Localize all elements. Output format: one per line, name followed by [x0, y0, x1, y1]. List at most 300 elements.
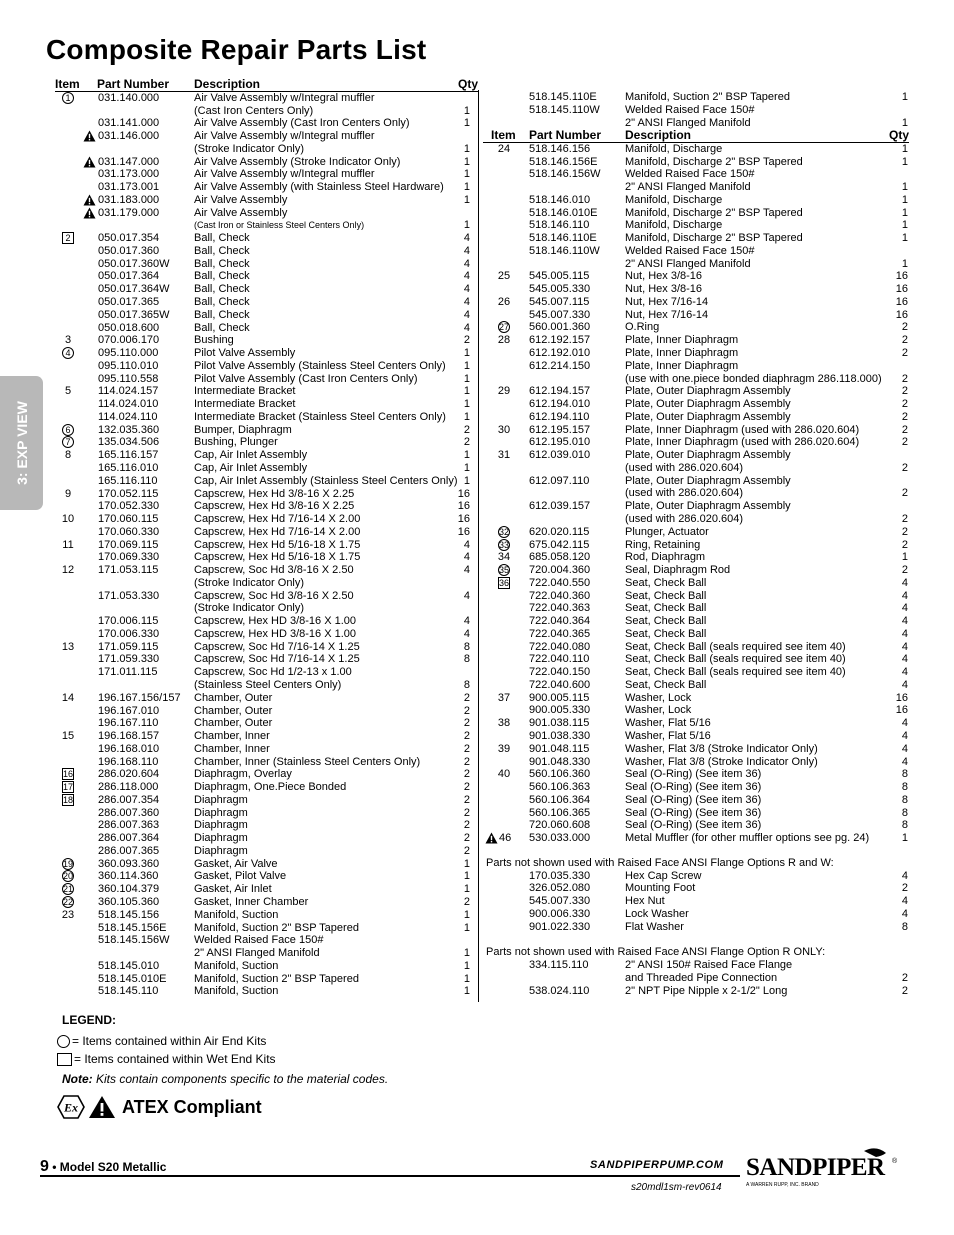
- table-row: [55, 973, 478, 986]
- item-number: 38: [497, 717, 511, 730]
- part-number: 031.179.000: [98, 206, 160, 219]
- item-number: 14: [61, 691, 75, 704]
- table-row: [483, 360, 909, 373]
- part-qty: 1: [901, 219, 908, 232]
- part-description: and Threaded Pipe Connection: [625, 971, 778, 984]
- part-description: Cap, Air Inlet Assembly: [194, 461, 308, 474]
- part-qty: 2: [901, 372, 908, 385]
- table-row: [55, 219, 478, 232]
- item-number-badge: 22: [63, 897, 74, 907]
- table-row: [55, 117, 478, 130]
- part-qty: 4: [901, 907, 908, 920]
- table-row: [483, 373, 909, 386]
- part-description: Nut, Hex 3/8-16: [625, 283, 703, 296]
- part-number: 095.110.000: [98, 347, 159, 360]
- part-number: 612.192.010: [529, 347, 591, 360]
- part-description: Metal Muffler (for other muffler options see pg. 24): [625, 832, 870, 845]
- part-number: 612.194.157: [529, 385, 591, 398]
- part-qty: 8: [463, 653, 470, 666]
- table-row: [483, 321, 909, 334]
- part-number: 560.106.364: [529, 793, 591, 806]
- item-number: 30: [497, 423, 511, 436]
- item-number: 34: [497, 551, 511, 564]
- part-description: Manifold, Suction 2" BSP Tapered: [194, 972, 359, 985]
- part-description: Air Valve Assembly: [194, 193, 288, 206]
- table-row: [55, 360, 478, 373]
- part-number: 170.069.330: [98, 551, 160, 564]
- table-row: [483, 104, 909, 117]
- part-description: Ball, Check: [194, 244, 250, 257]
- part-description: Capscrew, Hex HD 3/8-16 X 1.00: [194, 615, 357, 628]
- part-qty: 1: [901, 257, 908, 270]
- part-number: 612.039.010: [529, 449, 591, 462]
- part-qty: 16: [895, 691, 908, 704]
- part-qty: 4: [901, 869, 908, 882]
- warning-icon: [83, 194, 96, 206]
- table-row: [55, 590, 478, 603]
- item-number-badge: 16: [63, 769, 74, 780]
- legend-air-end: [57, 1034, 266, 1048]
- part-number: 170.060.330: [98, 525, 160, 538]
- item-number: 39: [497, 742, 511, 755]
- item-number: 8: [64, 449, 72, 462]
- table-row: [483, 436, 909, 449]
- table-row: [55, 947, 478, 960]
- part-qty: 8: [463, 678, 470, 691]
- table-row: [483, 449, 909, 462]
- part-number: 165.116.110: [98, 474, 158, 487]
- part-description: Pilot Valve Assembly: [194, 347, 296, 360]
- item-number-badge: 1: [62, 92, 74, 104]
- part-number: 722.040.364: [529, 615, 591, 628]
- part-number: 901.022.330: [529, 920, 591, 933]
- part-description: O.Ring: [625, 321, 660, 334]
- part-qty: 8: [901, 781, 908, 794]
- table-row: [483, 526, 909, 539]
- table-row: [55, 258, 478, 271]
- table-row: [483, 908, 909, 921]
- part-number: 722.040.150: [529, 666, 591, 679]
- legend-air-text: = Items contained within Air End Kits: [72, 1034, 267, 1048]
- legend-wet-text: = Items contained within Wet End Kits: [74, 1052, 276, 1066]
- part-number: 196.168.110: [98, 755, 159, 768]
- table-row: [483, 424, 909, 437]
- part-qty: 1: [463, 219, 470, 232]
- part-description: Plate, Outer Diaphragm Assembly: [625, 474, 791, 487]
- part-qty: 2: [463, 704, 470, 717]
- part-description: Welded Raised Face 150#: [625, 103, 755, 116]
- item-number-badge: 20: [63, 871, 74, 882]
- table-row: [55, 896, 478, 909]
- part-number: 031.140.000: [98, 91, 160, 104]
- part-qty: 16: [895, 270, 908, 283]
- part-number: 722.040.360: [529, 589, 591, 602]
- part-qty: 16: [457, 487, 470, 500]
- part-qty: 4: [463, 296, 470, 309]
- section-tab-label: 3: EXP VIEW: [13, 401, 30, 485]
- part-number: 560.106.363: [529, 781, 591, 794]
- part-qty: 2: [901, 984, 908, 997]
- table-row: [55, 296, 478, 309]
- part-description: Chamber, Outer: [194, 704, 273, 717]
- table-header: [55, 78, 478, 92]
- part-qty: 1: [463, 398, 470, 411]
- table-row: [55, 194, 478, 207]
- part-description: Capscrew, Hex Hd 7/16-14 X 2.00: [194, 513, 361, 526]
- header-description: Description: [625, 128, 692, 142]
- table-row: [55, 845, 478, 858]
- part-number: 050.017.365: [98, 296, 160, 309]
- part-number: 171.053.115: [98, 564, 159, 577]
- part-number: 095.110.010: [98, 359, 159, 372]
- part-description: Plate, Outer Diaphragm Assembly: [625, 410, 791, 423]
- part-number: 900.005.115: [529, 691, 590, 704]
- part-number: 286.020.604: [98, 768, 160, 781]
- part-qty: 4: [463, 232, 470, 245]
- part-qty: 4: [463, 615, 470, 628]
- table-row: [483, 679, 909, 692]
- part-number: 901.048.330: [529, 755, 591, 768]
- table-row: [483, 717, 909, 730]
- logo-wordmark: SANDPIPER: [746, 1154, 885, 1181]
- sandpiper-logo: [746, 1145, 902, 1191]
- part-qty: 4: [901, 895, 908, 908]
- table-row: [483, 475, 909, 488]
- table-row: [483, 959, 909, 972]
- part-qty: 4: [901, 640, 908, 653]
- part-description: Cap, Air Inlet Assembly (Stainless Steel Centers Only): [194, 474, 458, 487]
- table-row: [483, 730, 909, 743]
- table-row: [55, 334, 478, 347]
- table-row: [55, 462, 478, 475]
- part-description: Lock Washer: [625, 907, 689, 920]
- part-description: Manifold, Discharge 2" BSP Tapered: [625, 206, 803, 219]
- part-description: Washer, Lock: [625, 704, 692, 717]
- table-row: [483, 653, 909, 666]
- part-number: 360.114.360: [98, 870, 159, 883]
- part-description: (Stainless Steel Centers Only): [194, 678, 342, 691]
- table-row: [483, 985, 909, 998]
- part-number: 545.005.330: [529, 283, 591, 296]
- table-row: [483, 270, 909, 283]
- table-row: [483, 181, 909, 194]
- table-row: [483, 564, 909, 577]
- square-icon: [57, 1053, 72, 1066]
- part-description: 2" ANSI Flanged Manifold: [625, 181, 751, 194]
- table-row: [483, 91, 909, 104]
- part-qty: 2: [901, 410, 908, 423]
- table-row: [483, 232, 909, 245]
- part-description: Washer, Lock: [625, 691, 692, 704]
- item-number-badge: 19: [63, 858, 74, 869]
- item-number: 9: [64, 487, 72, 500]
- part-description: Ball, Check: [194, 257, 250, 270]
- part-number: 722.040.550: [529, 576, 591, 589]
- part-number: 170.069.115: [98, 538, 159, 551]
- part-number: 612.194.010: [529, 398, 591, 411]
- table-row: [483, 756, 909, 769]
- part-description: Chamber, Outer: [194, 691, 273, 704]
- section-tab[interactable]: [0, 376, 43, 510]
- table-row: [483, 411, 909, 424]
- part-qty: 2: [463, 781, 470, 794]
- part-description: Nut, Hex 7/16-14: [625, 295, 709, 308]
- item-number: 37: [497, 691, 511, 704]
- table-row: [55, 628, 478, 641]
- item-number-badge: 4: [62, 347, 74, 359]
- part-number: 286.007.354: [98, 793, 160, 806]
- part-number: 518.146.110E: [529, 232, 597, 245]
- item-number: 10: [61, 513, 75, 526]
- table-row: [55, 730, 478, 743]
- table-row: [483, 219, 909, 232]
- part-qty: 2: [463, 334, 470, 347]
- ex-hexagon-icon: [57, 1095, 85, 1119]
- table-row: [483, 972, 909, 985]
- part-description: Plunger, Actuator: [625, 525, 709, 538]
- part-description: Plate, Inner Diaphragm (used with 286.020.604): [625, 436, 860, 449]
- part-qty: 2: [901, 512, 908, 525]
- warning-icon: [485, 832, 498, 844]
- svg-text:Ex: Ex: [63, 1100, 79, 1115]
- part-description: Bushing: [194, 334, 234, 347]
- logo-registered: ®: [892, 1158, 898, 1165]
- table-row: [483, 832, 909, 845]
- warning-icon: [83, 207, 96, 219]
- website-link[interactable]: SANDPIPERPUMP.COM: [590, 1159, 724, 1171]
- part-number: 901.048.115: [529, 742, 590, 755]
- item-number-badge: 18: [63, 794, 74, 805]
- table-row: [483, 513, 909, 526]
- part-number: 286.118.000: [98, 781, 159, 794]
- part-qty: 1: [463, 385, 470, 398]
- part-number: 518.145.156: [98, 908, 160, 921]
- item-number: 24: [497, 142, 511, 155]
- part-qty: 16: [895, 295, 908, 308]
- table-row: [483, 385, 909, 398]
- part-description: Mounting Foot: [625, 882, 696, 895]
- part-qty: 1: [463, 883, 470, 896]
- part-description: Seat, Check Ball (seals required see item 40): [625, 640, 846, 653]
- part-description: Welded Raised Face 150#: [194, 934, 324, 947]
- logo-tagline: A WARREN RUPP, INC. BRAND: [746, 1182, 819, 1188]
- table-row: [55, 475, 478, 488]
- part-qty: 2: [901, 461, 908, 474]
- table-row: [483, 156, 909, 169]
- part-qty: 1: [901, 232, 908, 245]
- table-row: [55, 449, 478, 462]
- part-qty: 1: [901, 116, 908, 129]
- part-number: 612.195.010: [529, 436, 591, 449]
- table-row: [55, 743, 478, 756]
- part-qty: 8: [901, 768, 908, 781]
- part-qty: 2: [901, 321, 908, 334]
- part-qty: 8: [901, 920, 908, 933]
- item-number: 13: [61, 640, 75, 653]
- part-number: 132.035.360: [98, 423, 160, 436]
- table-row: [483, 768, 909, 781]
- table-row: [55, 551, 478, 564]
- part-description: Capscrew, Hex Hd 5/16-18 X 1.75: [194, 538, 361, 551]
- part-description: Capscrew, Hex Hd 5/16-18 X 1.75: [194, 551, 361, 564]
- item-number-badge: 36: [499, 577, 510, 588]
- part-description: Manifold, Suction: [194, 959, 279, 972]
- part-description: Plate, Outer Diaphragm Assembly: [625, 398, 791, 411]
- part-number: 612.097.110: [529, 474, 590, 487]
- part-number: 722.040.363: [529, 602, 591, 615]
- part-description: Diaphragm: [194, 832, 248, 845]
- part-qty: 8: [463, 640, 470, 653]
- table-row: [55, 373, 478, 386]
- part-description: (Cast Iron or Stainless Steel Centers Only): [194, 220, 365, 231]
- part-description: Seat, Check Ball: [625, 589, 707, 602]
- part-description: Air Valve Assembly (Cast Iron Centers Only): [194, 117, 410, 130]
- table-row: [55, 909, 478, 922]
- item-number-badge: 33: [499, 539, 510, 550]
- part-qty: 1: [463, 193, 470, 206]
- part-description: Washer, Flat 3/8 (Stroke Indicator Only): [625, 742, 818, 755]
- part-description: (use with one.piece bonded diaphragm 286.118.000): [625, 372, 882, 385]
- part-description: Manifold, Discharge 2" BSP Tapered: [625, 155, 803, 168]
- part-qty: 4: [463, 244, 470, 257]
- part-qty: 4: [901, 653, 908, 666]
- table-row: [55, 870, 478, 883]
- part-qty: 1: [901, 193, 908, 206]
- item-number-badge: 32: [499, 526, 510, 537]
- table-row: [55, 105, 478, 118]
- part-qty: 2: [463, 742, 470, 755]
- part-number: 685.058.120: [529, 551, 591, 564]
- part-qty: 8: [901, 819, 908, 832]
- part-qty: 1: [463, 142, 470, 155]
- part-number: 360.105.360: [98, 896, 160, 908]
- part-description: Intermediate Bracket: [194, 385, 296, 398]
- part-number: 114.024.010: [98, 398, 159, 411]
- part-description: Seat, Check Ball (seals required see item 40): [625, 653, 846, 666]
- legend-title: LEGEND:: [62, 1013, 116, 1027]
- column-divider: [478, 90, 479, 1002]
- part-description: Nut, Hex 7/16-14: [625, 308, 709, 321]
- table-row: [483, 602, 909, 615]
- part-description: Washer, Flat 3/8 (Stroke Indicator Only): [625, 755, 818, 768]
- part-number: 722.040.080: [529, 640, 591, 653]
- table-row: [55, 245, 478, 258]
- part-description: (Stroke Indicator Only): [194, 576, 305, 589]
- part-number: 050.017.354: [98, 232, 160, 245]
- part-description: (Cast Iron Centers Only): [194, 104, 314, 117]
- part-number: 114.024.157: [98, 385, 159, 398]
- table-row: [55, 232, 478, 245]
- table-row: [483, 500, 909, 513]
- item-number-badge: 21: [63, 884, 74, 895]
- part-qty: 1: [463, 449, 470, 462]
- part-description: Capscrew, Soc Hd 7/16-14 X 1.25: [194, 640, 360, 653]
- table-row: [55, 92, 478, 105]
- part-qty: 4: [901, 678, 908, 691]
- part-description: Seat, Check Ball: [625, 678, 707, 691]
- table-row: [55, 807, 478, 820]
- part-number: 360.104.379: [98, 883, 160, 896]
- part-number: 900.006.330: [529, 907, 591, 920]
- part-description: Manifold, Suction 2" BSP Tapered: [194, 921, 359, 934]
- part-number: 518.146.010: [529, 193, 591, 206]
- item-number-badge: 6: [62, 424, 74, 436]
- part-number: 518.146.156: [529, 142, 591, 155]
- part-number: 720.004.360: [529, 564, 591, 577]
- note-label: Note:: [62, 1072, 93, 1086]
- part-qty: 1: [901, 551, 908, 564]
- part-description: Seal (O-Ring) (See item 36): [625, 819, 762, 832]
- table-row: [55, 781, 478, 794]
- header-description: Description: [194, 77, 261, 91]
- table-row: [483, 398, 909, 411]
- part-number: 560.001.360: [529, 321, 591, 334]
- part-qty: 1: [463, 104, 470, 117]
- table-row: [483, 794, 909, 807]
- part-qty: 2: [901, 398, 908, 411]
- part-description: Washer, Flat 5/16: [625, 717, 711, 730]
- part-qty: 1: [463, 959, 470, 972]
- item-number: 40: [497, 768, 511, 781]
- part-description: Capscrew, Hex Hd 7/16-14 X 2.00: [194, 525, 361, 538]
- part-number: 170.006.115: [98, 615, 159, 628]
- part-description: Manifold, Suction: [194, 985, 279, 998]
- part-number: 620.020.115: [529, 525, 590, 538]
- part-qty: 2: [901, 334, 908, 347]
- table-row: [483, 628, 909, 641]
- part-qty: 1: [463, 947, 470, 960]
- table-row: [55, 513, 478, 526]
- part-qty: 4: [901, 717, 908, 730]
- part-description: 2" ANSI Flanged Manifold: [625, 116, 751, 129]
- table-row: [483, 309, 909, 322]
- part-qty: 16: [895, 308, 908, 321]
- part-qty: 2: [463, 896, 470, 908]
- item-number-badge: 7: [62, 436, 74, 448]
- part-qty: 4: [463, 589, 470, 602]
- header-part-number: Part Number: [529, 128, 602, 142]
- table-row: [483, 692, 909, 705]
- part-qty: 2: [901, 538, 908, 551]
- part-description: Chamber, Inner: [194, 730, 270, 743]
- item-number: 15: [61, 730, 75, 743]
- table-row: [483, 296, 909, 309]
- page-title: Composite Repair Parts List: [46, 34, 427, 65]
- part-description: Manifold, Discharge 2" BSP Tapered: [625, 232, 803, 245]
- part-number: 612.194.110: [529, 410, 590, 423]
- part-number: 326.052.080: [529, 882, 591, 895]
- part-qty: 2: [901, 525, 908, 538]
- table-row: [55, 832, 478, 845]
- part-qty: 8: [901, 793, 908, 806]
- part-number: 050.017.364: [98, 270, 160, 283]
- part-qty: 1: [901, 181, 908, 194]
- part-qty: 16: [457, 525, 470, 538]
- kits-note: [62, 1072, 388, 1086]
- part-description: Air Valve Assembly w/Integral muffler: [194, 168, 375, 181]
- part-number: 050.017.360W: [98, 257, 170, 270]
- table-row: [55, 858, 478, 871]
- item-number: 25: [497, 270, 511, 283]
- table-row: [483, 882, 909, 895]
- option-r-note: Parts not shown used with Raised Face ANSI Flange Option R ONLY:: [486, 946, 826, 959]
- table-row: [55, 309, 478, 322]
- part-description: Seat, Check Ball: [625, 627, 707, 640]
- part-number: 560.106.365: [529, 806, 591, 819]
- part-description: Diaphragm: [194, 793, 248, 806]
- part-qty: 1: [463, 870, 470, 883]
- part-number: 612.192.157: [529, 334, 591, 347]
